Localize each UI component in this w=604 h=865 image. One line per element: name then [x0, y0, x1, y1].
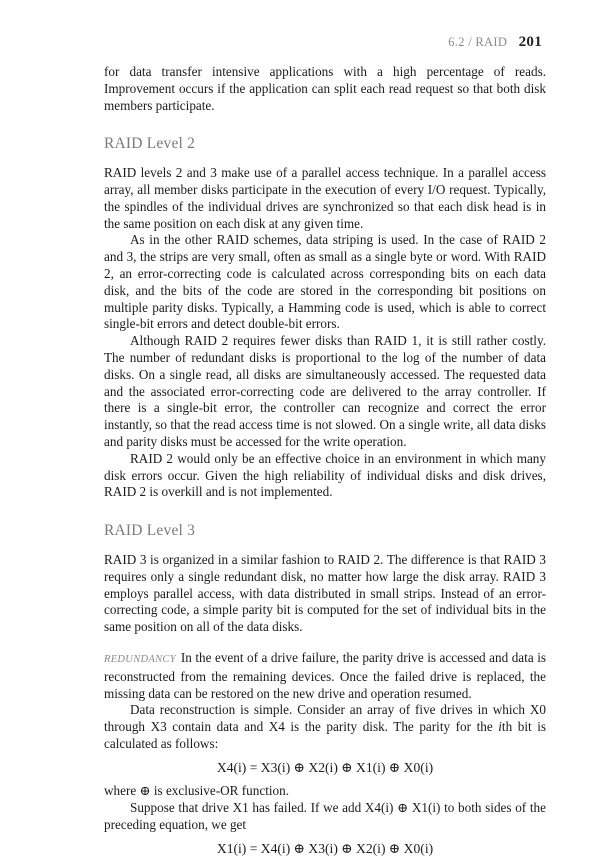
raid2-paragraph-4: RAID 2 would only be an effective choice in an environment in which many disk errors occur. Given the high reliability of individual disks and disk drives, RAID 2 is overkill and is not implemented.: [104, 450, 546, 500]
page-number: 201: [518, 34, 542, 50]
section-heading-raid3: RAID Level 3: [104, 522, 196, 540]
page-body: [104, 64, 546, 865]
intro-paragraph: for data transfer intensive applications with a high percentage of reads. Improvement occurs if the application can split each read request so that both disk members participate.: [104, 64, 546, 113]
margin-note-redundancy: REDUNDANCY: [104, 653, 176, 665]
section-heading-raid2: RAID Level 2: [104, 135, 196, 153]
reconstruction-paragraph: Data reconstruction is simple. Consider an array of five drives in which X0 through X3 contain data and X4 is the parity disk. The parity for the ith bit is calculated as follows:: [104, 702, 546, 751]
redundancy-paragraph: [104, 650, 546, 702]
running-title: 6.2 / RAID: [448, 35, 508, 49]
raid2-paragraph-1: RAID levels 2 and 3 make use of a parallel access technique. In a parallel access array, all member disks participate in the execution of every I/O request. Typically, the spindles of the individual drives are synchronized so that each disk head is in the same position on each disk at any given time.: [104, 165, 546, 231]
suppose-paragraph: Suppose that drive X1 has failed. If we add X4(i) ⊕ X1(i) to both sides of the preceding equation, we get: [104, 800, 546, 833]
raid3-paragraph-1: RAID 3 is organized in a similar fashion to RAID 2. The difference is that RAID 3 requires only a single redundant disk, no matter how large the disk array. RAID 3 employs parallel access, with data distributed in small strips. Instead of an error-correcting code, a simple parity bit is computed for the set of individual bits in the same position on all of the data disks.: [104, 551, 546, 635]
redundancy-text: In the event of a drive failure, the parity drive is accessed and data is reconstructed from the remaining devices. Once the failed drive is replaced, the missing data can be restored on the new drive and operation resumed.: [104, 649, 546, 701]
raid2-paragraph-3: Although RAID 2 requires fewer disks than RAID 1, it is still rather costly. The number of redundant disks is proportional to the log of the number of data disks. On a single read, all disks are simultaneously accessed. The requested data and the associated error-correcting code are delivered to the array controller. If there is a single-bit error, the controller can recognize and correct the error instantly, so that the read access time is not slowed. On a single write, all data disks and parity disks must be accessed for the write operation.: [104, 333, 546, 449]
where-line: where ⊕ is exclusive-OR function.: [104, 783, 290, 799]
raid2-paragraph-2: As in the other RAID schemes, data striping is used. In the case of RAID 2 and 3, the strips are very small, often as small as a single byte or word. With RAID 2, an error-correcting code is calculated across corresponding bits on each data disk, and the bits of the code are stored in the corresponding bit positions on multiple parity disks. Typically, a Hamming code is used, which is able to correct single-bit errors and detect double-bit errors.: [104, 232, 546, 332]
equation-parity: X4(i) = X3(i) ⊕ X2(i) ⊕ X1(i) ⊕ X0(i): [216, 759, 434, 775]
equation-reconstruction: X1(i) = X4(i) ⊕ X3(i) ⊕ X2(i) ⊕ X0(i): [216, 840, 434, 856]
running-header: [448, 34, 542, 51]
